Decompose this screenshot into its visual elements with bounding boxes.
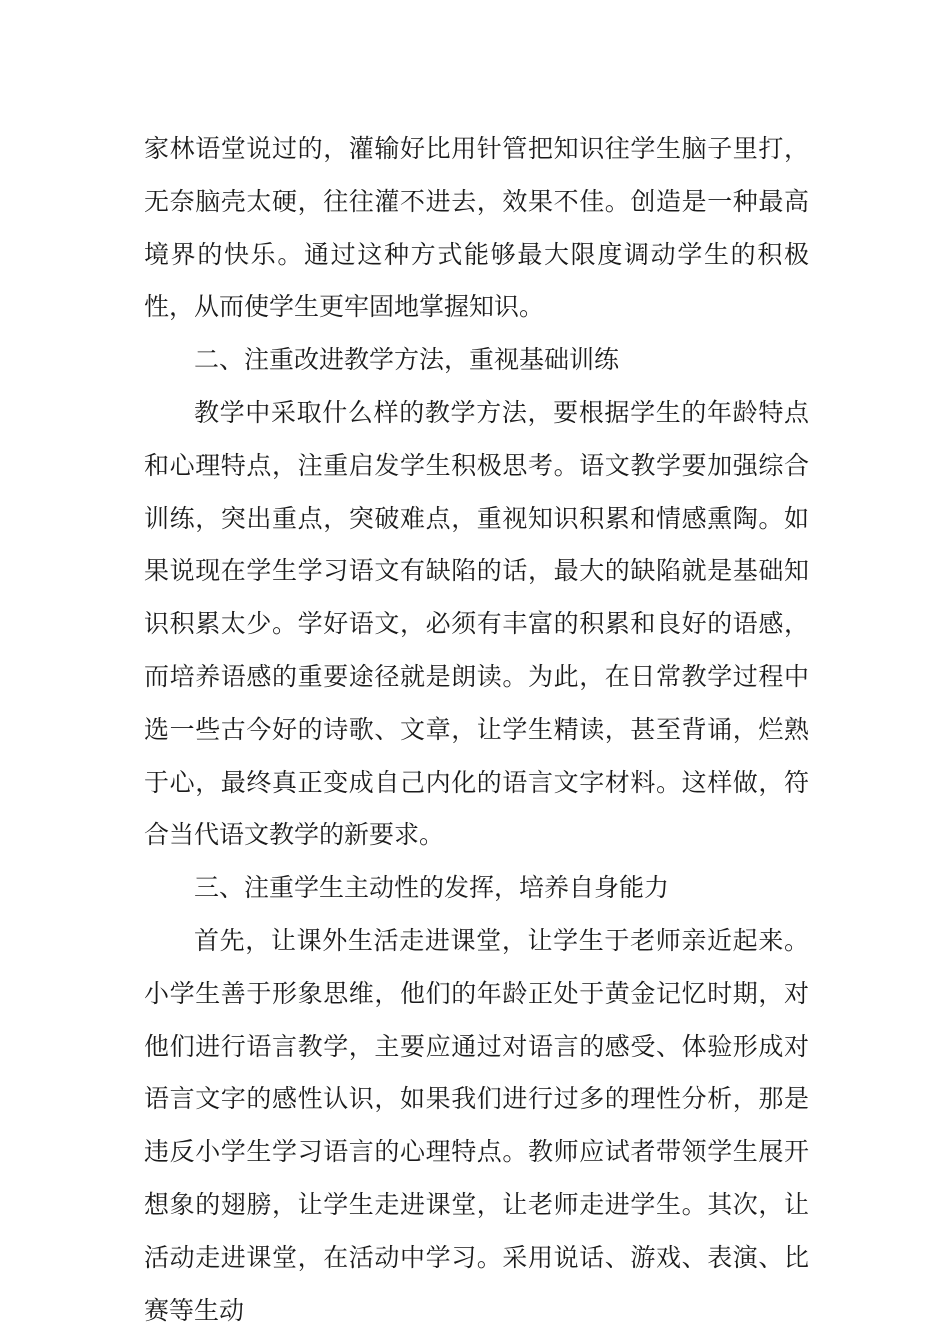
section-heading-3: 三、注重学生主动性的发挥，培养自身能力: [194, 873, 670, 903]
document-body: [144, 123, 809, 1337]
paragraph-continued: 家林语堂说过的，灌输好比用针管把知识往学生脑子里打，无奈脑壳太硬，往往灌不进去，效果不佳。创造是一种最高境界的快乐。通过这种方式能够最大限度调动学生的积极性，从而使学生更牢固地掌握知识。: [144, 134, 809, 322]
paragraph-student-initiative: 首先，让课外生活走进课堂，让学生于老师亲近起来。小学生善于形象思维，他们的年龄正处于黄金记忆时期，对他们进行语言教学，主要应通过对语言的感受、体验形成对语言文字的感性认识，如果我们进行过多的理性分析，那是违反小学生学习语言的心理特点。教师应试者带领学生展开想象的翅膀，让学生走进课堂，让老师走进学生。其次，让活动走进课堂，在活动中学习。采用说话、游戏、表演、比赛等生动: [144, 925, 809, 1325]
section-heading-2: 二、注重改进教学方法，重视基础训练: [194, 345, 620, 375]
paragraph-teaching-methods: 教学中采取什么样的教学方法，要根据学生的年龄特点和心理特点，注重启发学生积极思考。语文教学要加强综合训练，突出重点，突破难点，重视知识积累和情感熏陶。如果说现在学生学习语文有缺陷的话，最大的缺陷就是基础知识积累太少。学好语文，必须有丰富的积累和良好的语感，而培养语感的重要途径就是朗读。为此，在日常教学过程中选一些古今好的诗歌、文章，让学生精读，甚至背诵，烂熟于心，最终真正变成自己内化的语言文字材料。这样做，符合当代语文教学的新要求。: [144, 397, 809, 850]
